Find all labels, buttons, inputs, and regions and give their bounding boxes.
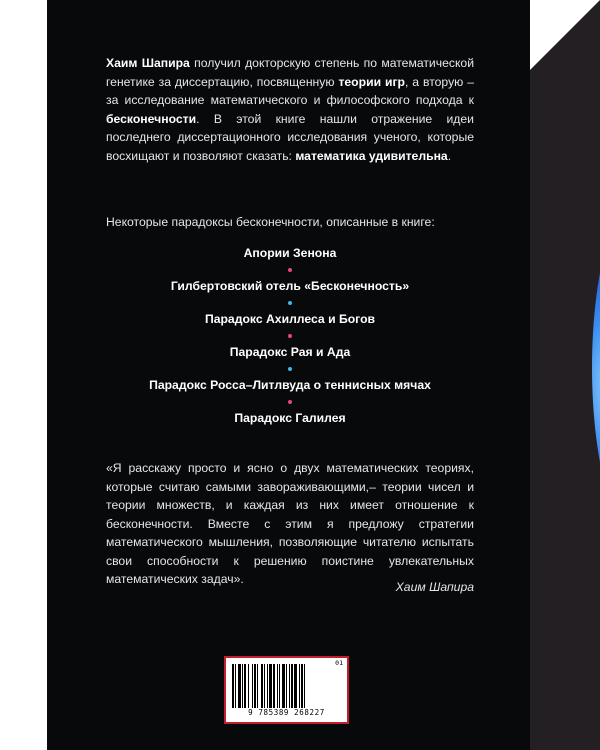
- math-amazing-highlight: математика удивительна: [295, 148, 448, 163]
- paradox-list: [106, 244, 474, 427]
- separator-dot: [106, 361, 474, 376]
- separator-dot: [106, 262, 474, 277]
- paradox-list-intro: Некоторые парадоксы бесконечности, описанные в книге:: [106, 215, 435, 229]
- paradox-item: Парадокс Росса–Литлвуда о теннисных мячах: [149, 378, 431, 392]
- spine-corner-cut: [530, 0, 600, 70]
- infinity-highlight: бесконечности: [106, 111, 197, 126]
- quote-author: Хаим Шапира: [395, 580, 474, 594]
- paradox-item: Парадокс Ахиллеса и Богов: [204, 312, 376, 326]
- game-theory-highlight: теории игр: [338, 74, 405, 89]
- paradox-item: Апории Зенона: [243, 246, 337, 260]
- separator-dot: [106, 328, 474, 343]
- separator-dot: [106, 394, 474, 409]
- barcode-addon: 01: [335, 659, 343, 667]
- paradox-item: Парадокс Галилея: [234, 411, 346, 425]
- author-name: Хаим Шапира: [106, 56, 190, 70]
- isbn-number: 9 785389 268227: [248, 708, 325, 717]
- barcode: [224, 656, 349, 724]
- author-quote: «Я расскажу просто и ясно о двух математических теориях, которые считаю самыми завораживающими,– теории чисел и теории множеств, и каждая из них имеет отношение к бесконечности. Вместе с этим я предложу стратегии математического мышления, позволяющие читателю испытать свои способности к решению поистине увлекательных математических задач».: [106, 461, 474, 586]
- paradox-item: Гилбертовский отель «Бесконечность»: [170, 279, 410, 293]
- spine-edge: [530, 0, 600, 750]
- author-bio: Хаим Шапира получил докторскую степень по математической генетике за диссертацию, посвященную теории игр, а вторую – за исследование математического и философского подхода к бесконечности. В этой книге нашли отражение идеи последнего диссертационного исследования ученого, которые восхищают и позволяют сказать: математика удивительна.: [106, 56, 474, 163]
- separator-dot: [106, 295, 474, 310]
- paradox-item: Парадокс Рая и Ада: [229, 345, 351, 359]
- barcode-bars-icon: [232, 664, 341, 708]
